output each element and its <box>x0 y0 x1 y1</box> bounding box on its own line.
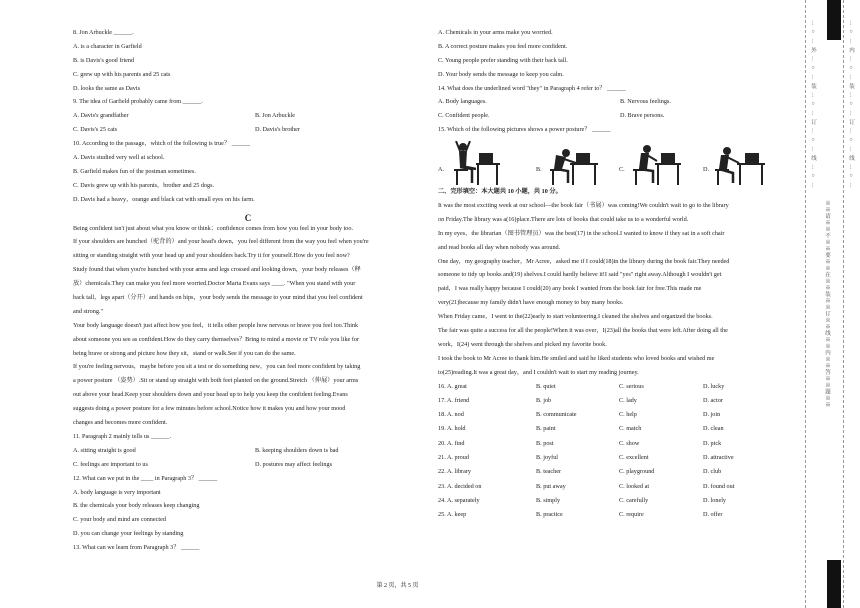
option-row <box>73 448 423 462</box>
option[interactable]: D. looks the same as Davis <box>73 84 141 92</box>
option-row <box>438 469 790 483</box>
option-row <box>438 426 790 440</box>
picture-label: D. <box>703 166 710 174</box>
option[interactable]: D. Davis had a heavy，orange and black cat with small eyes on his farm. <box>73 195 255 203</box>
option[interactable]: B. post <box>536 439 554 447</box>
option-row <box>73 127 423 141</box>
option[interactable]: A. Body languages. <box>438 98 487 106</box>
passage-line: One day，my geography teacher，Mr Acree，asked me if I could(18)in the library during the book fair.They needed <box>438 257 730 265</box>
passage-line: back tall，legs apart（分开）and hands on hips，your body sends the message to your mind that you feel confident <box>73 294 363 302</box>
passage-line: The fair was quite a success for all the people!When it was over，I(23)all the books that were left.After doing all the <box>438 327 728 335</box>
option[interactable]: B. teacher <box>536 468 562 476</box>
option[interactable]: B. quiet <box>536 382 556 390</box>
option[interactable]: D. Davis's brother <box>255 126 300 134</box>
option-row <box>73 113 423 127</box>
question-15: 15. Which of the following pictures shows a power posture？ ______ <box>438 126 611 134</box>
inner-binding-text: … ○ … 内 … ○ … 装 … ○ … 订 … ○ … 线 … ○ … <box>848 20 854 189</box>
passage-line: paid，I was really happy because I could(20) any book I wanted from the book fair for free.This made me <box>438 285 702 293</box>
option-row <box>438 484 790 498</box>
passage-line: 放）chemicals.They can make you feel more worried.Doctor Marta Evans says ____. "When you stand with your <box>73 280 356 288</box>
option[interactable]: D. lucky <box>703 382 725 390</box>
option[interactable]: A. is a character in Garfield <box>73 42 142 50</box>
question-9: 9. The idea of Garfield probably came from ______. <box>73 98 203 106</box>
passage-line: work，I(24) went through the shelves and picked my favorite book. <box>438 340 607 348</box>
leaning-posture-icon <box>627 141 683 185</box>
option[interactable]: C. carefully <box>619 496 649 504</box>
passage-line: and strong." <box>73 307 104 315</box>
option[interactable]: C. looked at <box>619 482 650 490</box>
option[interactable]: B. Garfield makes fun of the postman sometimes. <box>73 167 196 175</box>
question-13: 13. What can we learn from Paragraph 3？ ______ <box>73 544 200 552</box>
option[interactable]: B. paint <box>536 425 556 433</box>
binding-notice: ※※请※※不※※要※※在※※装※※订※※线※※内※※答※※题※※ <box>824 200 830 408</box>
option[interactable]: 16. A. great <box>438 382 467 390</box>
option[interactable]: A. body language is very important <box>73 488 161 496</box>
passage-line: about someone you see as confident.How do they carry themselves？Bring to mind a movie or TV role you like for <box>73 335 360 343</box>
binding-margin <box>795 0 860 608</box>
passage-line: Your body language doesn't just affect how you feel，it tells other people how nervous or brave you feel too.Think <box>73 321 359 329</box>
option[interactable]: C. Davis grew up with his parents，brother and 25 dogs. <box>73 181 215 189</box>
option[interactable]: B. A correct posture makes you feel more confident. <box>438 42 568 50</box>
right-column <box>438 30 790 527</box>
passage-line: If you're feeling nervous，maybe before you sit a test or do something new，you can feel more confident by taking <box>73 363 361 371</box>
option[interactable]: 18. A. nod <box>438 411 464 419</box>
option[interactable]: C. serious <box>619 382 644 390</box>
passage-line: a power posture （姿势）.Sit or stand up straight with both feet planted on the ground.Stretch （伸展）your arms <box>73 377 359 385</box>
option-row <box>438 498 790 512</box>
slouched-posture-icon <box>711 141 767 185</box>
option[interactable]: C. Davis's 25 cats <box>73 126 118 134</box>
option-row <box>438 512 790 526</box>
outer-binding-text: … ○ … 外 … ○ … 装 … ○ … 订 … ○ … 线 … ○ … <box>810 20 816 189</box>
option[interactable]: C. Confident people. <box>438 112 490 120</box>
option[interactable]: D. join <box>703 411 721 419</box>
page-footer: 第 2 页，共 5 页 <box>376 583 419 589</box>
registration-mark <box>827 560 841 608</box>
option[interactable]: B. put away <box>536 482 566 490</box>
registration-mark <box>827 0 841 40</box>
option-row <box>438 441 790 455</box>
option-row <box>438 99 790 113</box>
option-row <box>438 113 790 127</box>
passage-line: someone to tidy up books and(19) shelves.I could hardly believe it!I said "yes" right away.Although I wouldn't get <box>438 271 722 279</box>
option[interactable]: 24. A. separately <box>438 496 480 504</box>
option-row <box>73 462 423 476</box>
picture-label: B. <box>536 166 542 174</box>
option[interactable]: 23. A. decided on <box>438 482 482 490</box>
option[interactable]: A. sitting straight is good <box>73 446 136 454</box>
picture-label: A. <box>438 166 445 174</box>
option[interactable]: C. excellent <box>619 454 649 462</box>
question-14: 14. What does the underlined word "they" in Paragraph 4 refer to？ ______ <box>438 84 626 92</box>
option[interactable]: C. help <box>619 411 637 419</box>
option[interactable]: D. club <box>703 468 722 476</box>
passage-line: and read books all day when nobody was around. <box>438 243 561 251</box>
option[interactable]: B. the chemicals your body releases keep changing <box>73 502 200 510</box>
passage-line: Being confident isn't just about what you know or think；confidence comes from how you feel in your body too. <box>73 224 354 232</box>
option-row <box>438 412 790 426</box>
question-12: 12. What can we put in the ____ in Paragraph 3？ ______ <box>73 474 218 482</box>
option-row <box>438 398 790 412</box>
option[interactable]: B. joyful <box>536 454 559 462</box>
passage-line: sitting or standing straight with your head up and your shoulders back.Try it for yourself.How do you feel now? <box>73 252 350 260</box>
option[interactable]: 20. A. find <box>438 439 465 447</box>
passage-line: on Friday.The library was a(16)place.There are lots of books that could take us to a wonderful world. <box>438 215 689 223</box>
option[interactable]: D. Brave persons. <box>620 112 665 120</box>
option[interactable]: C. playground <box>619 468 655 476</box>
power-posture-icon <box>446 141 502 185</box>
option[interactable]: D. found out <box>703 482 735 490</box>
option-row <box>438 455 790 469</box>
passage-line: I took the book to Mr Acree to thank him.He smiled and said he liked students who loved books and wished me <box>438 354 715 362</box>
passage-line: When Friday came，I went to the(22)early to start volunteering.I cleaned the shelves and organized the books. <box>438 313 713 321</box>
passage-line: being brave or strong and picture how they sit，stand or walk.See if you can do the same. <box>73 349 296 357</box>
option[interactable]: D. postures may affect feelings <box>255 460 333 468</box>
option[interactable]: D. you can change your feelings by standing <box>73 530 184 538</box>
left-column <box>73 30 423 559</box>
option[interactable]: D. actor <box>703 396 723 404</box>
passage-line: very(21)because my family didn't have enough money to buy many books. <box>438 299 624 307</box>
option[interactable]: C. match <box>619 425 642 433</box>
hunched-posture-icon <box>544 141 600 185</box>
option[interactable]: D. Your body sends the message to keep you calm. <box>438 70 564 78</box>
option[interactable]: 17. A. friend <box>438 396 470 404</box>
posture-pictures <box>438 141 790 189</box>
option[interactable]: C. lady <box>619 396 637 404</box>
passage-line: suggests doing a power posture for a few minutes before school.Notice how it makes you and how your mood <box>73 405 346 413</box>
passage-line: changes and becomes more confident. <box>73 419 168 427</box>
passage-line: It was the most exciting week at our school—the book fair（书展）was coming!We couldn't wait to go to the library <box>438 202 729 210</box>
passage-line: In my eyes，the librarian（图书管理员）was the best(17) in the school.I wanted to know if they sat in a soft chair <box>438 229 725 237</box>
section-c-heading: C <box>244 212 252 223</box>
option[interactable]: B. communicate <box>536 411 577 419</box>
option[interactable]: B. Nervous feelings. <box>620 98 671 106</box>
question-10: 10. According to the passage，which of the following is true？ ______ <box>73 140 251 148</box>
option[interactable]: C. feelings are important to us <box>73 460 148 468</box>
option[interactable]: D. attractive <box>703 454 734 462</box>
option[interactable]: B. practice <box>536 511 563 519</box>
cloze-passage <box>438 203 790 384</box>
option[interactable]: C. Young people prefer standing with their back tall. <box>438 56 568 64</box>
option-row <box>438 384 790 398</box>
option[interactable]: D. clean <box>703 425 724 433</box>
option[interactable]: D. pick <box>703 439 722 447</box>
section-2-title: 二、完形填空：本大题共 10 小题，共 10 分。 <box>438 188 562 196</box>
option[interactable]: 21. A. proud <box>438 454 469 462</box>
option[interactable]: B. simply <box>536 496 561 504</box>
reading-passage-c <box>73 226 423 434</box>
question-11: 11. Paragraph 2 mainly tells us ______. <box>73 432 172 440</box>
option[interactable]: C. show <box>619 439 640 447</box>
option[interactable]: C. your body and mind are connected <box>73 516 166 524</box>
option[interactable]: A. Chemicals in your arms make you worried. <box>438 29 553 36</box>
option[interactable]: D. offer <box>703 511 723 519</box>
binding-line <box>843 0 844 608</box>
picture-label: C. <box>619 166 625 174</box>
option[interactable]: C. require <box>619 511 644 519</box>
option[interactable]: B. Jon Arbuckle <box>255 112 296 120</box>
option[interactable]: 19. A. hold <box>438 425 466 433</box>
option[interactable]: D. lonely <box>703 496 727 504</box>
passage-line: Study found that when you're hunched with your arms and legs crossed and looking down，your body releases（释 <box>73 266 361 274</box>
option[interactable]: B. keeping shoulders down is bad <box>255 446 339 454</box>
passage-line: to(25)reading.It was a great day，and I couldn't wait to start my reading journey. <box>438 368 639 376</box>
option[interactable]: A. Davis's grandfather <box>73 112 129 120</box>
option[interactable]: 22. A. library <box>438 468 471 476</box>
question-8: 8. Jon Arbuckle ______. <box>73 29 134 36</box>
option[interactable]: C. grew up with his parents and 25 cats <box>73 70 171 78</box>
binding-line <box>805 0 806 608</box>
option[interactable]: B. is Davis's good friend <box>73 56 135 64</box>
passage-line: out above your head.Keep your shoulders down and your head up to help you keep the confident feeling.Evans <box>73 391 348 399</box>
option[interactable]: 25. A. keep <box>438 511 467 519</box>
option[interactable]: A. Davis studied very well at school. <box>73 154 165 162</box>
option[interactable]: B. job <box>536 396 552 404</box>
cloze-options <box>438 384 790 527</box>
passage-line: If your shoulders are hunched（驼背的）and your head's down，you feel different from the way you feel when you're <box>73 238 369 246</box>
